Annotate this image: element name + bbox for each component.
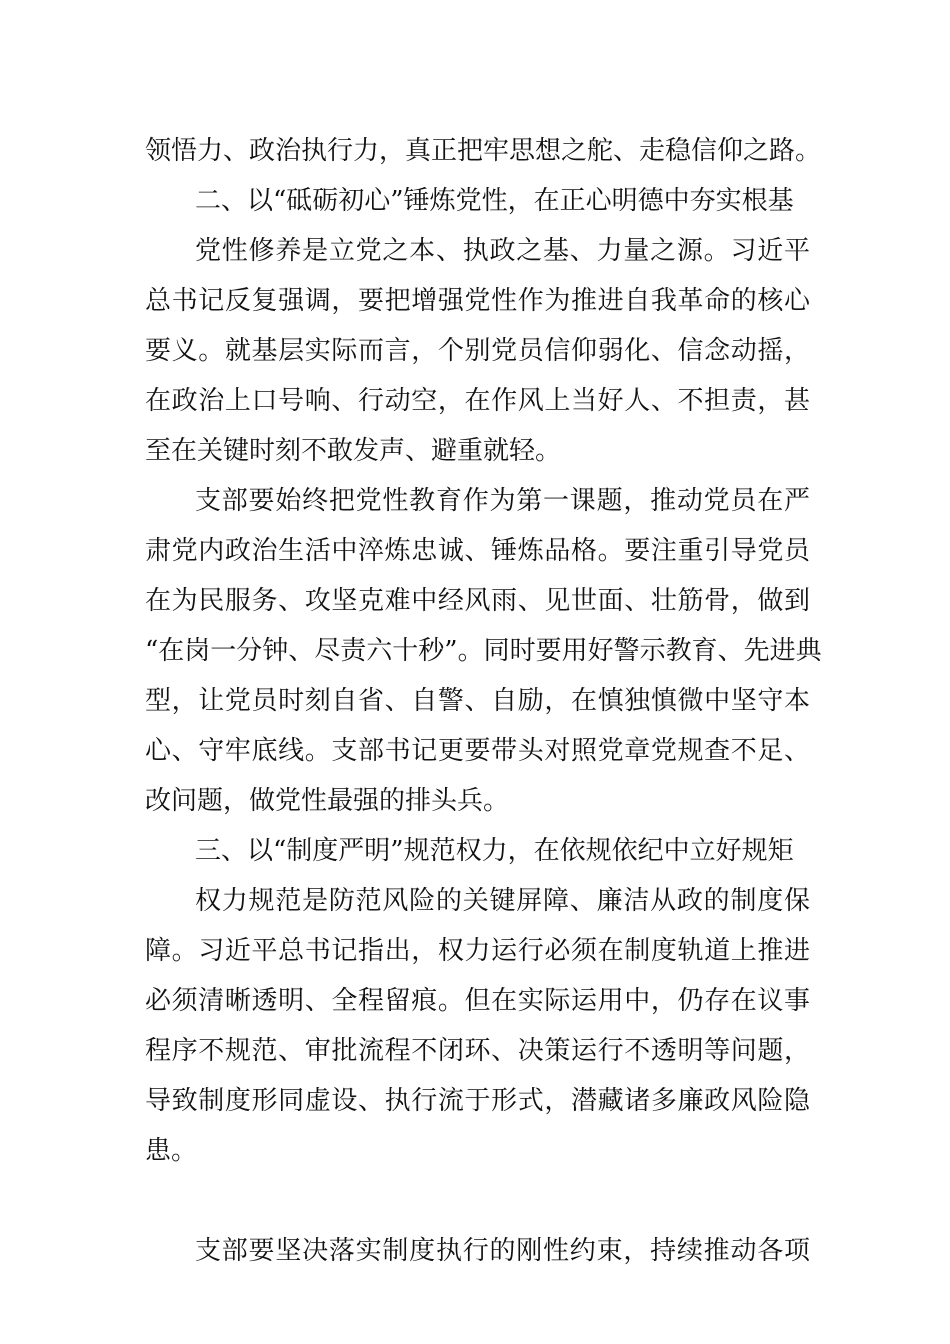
text-line-10: 在为民服务、攻坚克难中经风雨、见世面、壮筋骨，做到 [145, 586, 810, 616]
text-line-7: 至在关键时刻不敢发声、避重就轻。 [145, 436, 562, 466]
text-line-6: 在政治上口号响、行动空，在作风上当好人、不担责，甚 [145, 386, 810, 416]
text-line-11: “在岗一分钟、尽责六十秒”。同时要用好警示教育、先进典 [145, 636, 822, 666]
text-line-3: 党性修养是立党之本、执政之基、力量之源。习近平 [195, 236, 810, 266]
text-line-12: 型，让党员时刻自省、自警、自励，在慎独慎微中坚守本 [145, 686, 810, 716]
text-line-8: 支部要始终把党性教育作为第一课题，推动党员在严 [195, 486, 810, 516]
text-line-16: 权力规范是防范风险的关键屏障、廉洁从政的制度保 [195, 886, 810, 916]
text-line-17: 障。习近平总书记指出，权力运行必须在制度轨道上推进 [145, 936, 810, 966]
section-heading-2: 二、以“砥砺初心”锤炼党性，在正心明德中夯实根基 [195, 186, 794, 216]
text-line-1: 领悟力、政治执行力，真正把牢思想之舵、走稳信仰之路。 [145, 136, 822, 166]
text-line-21: 患。 [145, 1136, 198, 1166]
text-line-13: 心、守牢底线。支部书记更要带头对照党章党规查不足、 [145, 736, 810, 766]
text-line-14: 改问题，做党性最强的排头兵。 [145, 786, 510, 816]
text-line-20: 导致制度形同虚设、执行流于形式，潜藏诸多廉政风险隐 [145, 1086, 810, 1116]
text-line-4: 总书记反复强调，要把增强党性作为推进自我革命的核心 [145, 286, 810, 316]
text-line-18: 必须清晰透明、全程留痕。但在实际运用中，仍存在议事 [145, 986, 810, 1016]
text-line-23: 支部要坚决落实制度执行的刚性约束，持续推动各项 [195, 1236, 810, 1266]
body-text [145, 126, 822, 1276]
blank-line [145, 1176, 810, 1226]
text-line-19: 程序不规范、审批流程不闭环、决策运行不透明等问题， [145, 1036, 810, 1066]
section-heading-3: 三、以“制度严明”规范权力，在依规依纪中立好规矩 [195, 836, 794, 866]
text-line-5: 要义。就基层实际而言，个别党员信仰弱化、信念动摇， [145, 336, 810, 366]
text-line-9: 肃党内政治生活中淬炼忠诚、锤炼品格。要注重引导党员 [145, 536, 810, 566]
